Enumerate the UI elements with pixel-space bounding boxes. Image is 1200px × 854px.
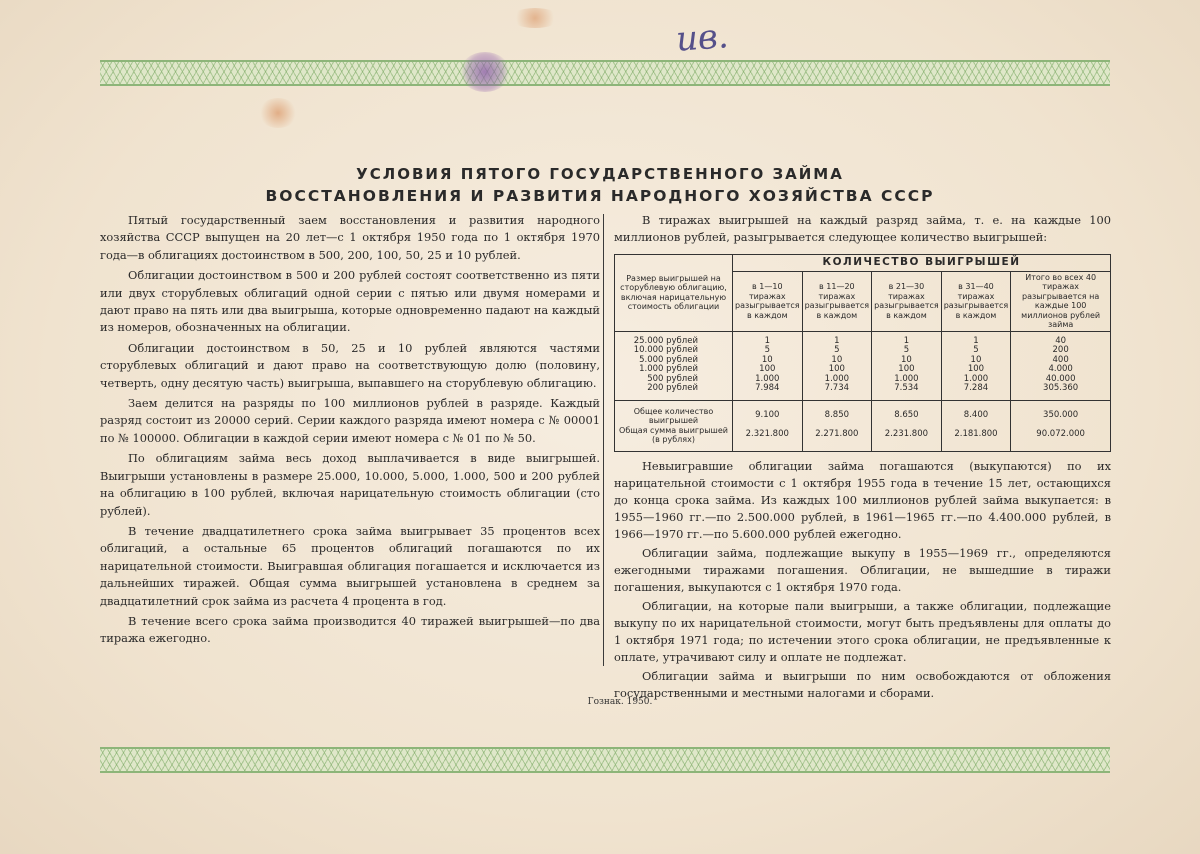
paragraph: В течение всего срока займа производится 40 тиражей выигрышей—по два тиража ежегодно. (100, 613, 600, 646)
table-cell: 200 рублей (615, 384, 733, 400)
table-cell: 7.284 (941, 384, 1011, 400)
paragraph: Облигации достоинством в 50, 25 и 10 рублей являются частями сторублевых облигаций и дают право на соответствующую долю (половину, четверть, одну десятую часть) выигрыша, выпавшего на сторублевую облигацию. (100, 340, 600, 390)
column-header: Итого во всех 40 тиражах разыгрывается на каждые 100 миллионов рублей займа (1011, 271, 1111, 331)
table-cell: 5 (872, 346, 942, 356)
table-cell: 400 (1011, 356, 1111, 366)
table-cell: 9.100 (733, 400, 803, 426)
table-cell: 100 (733, 365, 803, 375)
table-cell: 7.534 (872, 384, 942, 400)
table-cell: 10 (733, 356, 803, 366)
top-ornamental-border (100, 60, 1110, 86)
table-cell: 100 (872, 365, 942, 375)
total-sum-row (615, 426, 1111, 452)
ink-stain (460, 52, 510, 92)
column-divider (603, 214, 604, 666)
table-cell: 1.000 (802, 375, 872, 385)
table-cell: 5.000 рублей (615, 356, 733, 366)
table-cell: 500 рублей (615, 375, 733, 385)
table-cell: 5 (733, 346, 803, 356)
table-cell: 40 (1011, 331, 1111, 346)
table-cell: 10 (872, 356, 942, 366)
table-cell: 8.650 (872, 400, 942, 426)
column-header: в 31—40 тиражах разыгрывается в каждом (941, 271, 1011, 331)
table-cell: 10 (941, 356, 1011, 366)
table-cell: 100 (941, 365, 1011, 375)
bottom-ornamental-border (100, 747, 1110, 773)
prize-size-header: Размер выигрышей на сторублевую облигацию, включая нарицательную стоимость облигации (615, 255, 733, 332)
paragraph: По облигациям займа весь доход выплачивается в виде выигрышей. Выигрыши установлены в размере 25.000, 10.000, 5.000, 1.000, 500 и 200 рублей на облигацию в 100 рублей, включая нарицательную стоимость облигации (сто рублей). (100, 451, 600, 518)
quantity-group-header: КОЛИЧЕСТВО ВЫИГРЫШЕЙ (733, 255, 1111, 272)
table-cell: 1.000 рублей (615, 365, 733, 375)
printer-imprint: Гознак. 1950. (587, 697, 653, 707)
table-cell: 2.321.800 (733, 426, 803, 452)
paragraph: Облигации достоинством в 500 и 200 рублей состоят соответственно из пяти или двух сторублевых облигаций одной серии с пятью или двумя номерами и дают право на пять или два выигрыша, которые одновременно падают на каждый из номеров, обозначенных на облигации. (100, 268, 600, 335)
table-cell: 5 (941, 346, 1011, 356)
document-title-line-1: УСЛОВИЯ ПЯТОГО ГОСУДАРСТВЕННОГО ЗАЙМА (356, 165, 844, 183)
table-cell: 40.000 (1011, 375, 1111, 385)
column-header: в 1—10 тиражах разыгрывается в каждом (733, 271, 803, 331)
table-cell: 90.072.000 (1011, 426, 1111, 452)
table-cell: 7.734 (802, 384, 872, 400)
table-cell: 5 (802, 346, 872, 356)
table-cell: 25.000 рублей (615, 331, 733, 346)
table-cell: 100 (802, 365, 872, 375)
table-cell: 1 (872, 331, 942, 346)
table-cell: 1.000 (733, 375, 803, 385)
right-column (614, 212, 1111, 704)
table-cell: 1 (941, 331, 1011, 346)
table-cell: 2.231.800 (872, 426, 942, 452)
table-cell: 10 (802, 356, 872, 366)
table-row (615, 384, 1111, 400)
table-cell: 4.000 (1011, 365, 1111, 375)
table-intro: В тиражах выигрышей на каждый разряд займа, т. е. на каждые 100 миллионов рублей, разыгрывается следующее количество выигрышей: (614, 213, 1111, 244)
paragraph: Облигации займа, подлежащие выкупу в 1955—1969 гг., определяются ежегодными тиражами погашения. Облигации, не вышедшие в тиражи погашения, выкупаются с 1 октября 1970 года. (614, 545, 1111, 594)
prize-table (614, 254, 1111, 452)
table-cell: Общая сумма выигрышей (в рублях) (615, 426, 733, 452)
table-cell: 1.000 (872, 375, 942, 385)
paragraph: Облигации, на которые пали выигрыши, а также облигации, подлежащие выкупу по их нарицательной стоимости, могут быть предъявлены для оплаты до 1 октября 1971 года; по истечении этого срока облигации, не предъявленные к оплате, утрачивают силу и оплате не подлежат. (614, 598, 1111, 664)
table-row (615, 331, 1111, 346)
table-cell: 200 (1011, 346, 1111, 356)
paragraph: Невыигравшие облигации займа погашаются (выкупаются) по их нарицательной стоимости с 1 октября 1955 года в течение 15 лет, остающихся до конца срока займа. Из каждых 100 миллионов рублей займа выкупается: в 1955—1960 гг.—по 2.500.000 рублей, в 1961—1965 гг.—по 4.400.000 рублей, в 1966—1970 гг.—по 5.600.000 рублей ежегодно. (614, 458, 1111, 541)
table-cell: 1 (733, 331, 803, 346)
table-cell: 305.360 (1011, 384, 1111, 400)
table-cell: Общее количество выигрышей (615, 400, 733, 426)
table-cell: 2.271.800 (802, 426, 872, 452)
document-title-line-2: ВОССТАНОВЛЕНИЯ И РАЗВИТИЯ НАРОДНОГО ХОЗЯЙСТВА СССР (265, 187, 935, 205)
paragraph: Пятый государственный заем восстановления и развития народного хозяйства СССР выпущен на 20 лет—с 1 октября 1950 года по 1 октября 1970 года—в облигациях достоинством в 500, 200, 100, 50, 25 и 10 рублей. (100, 213, 600, 262)
table-cell: 1 (802, 331, 872, 346)
table-cell: 7.984 (733, 384, 803, 400)
left-column (100, 212, 600, 651)
rust-stain (510, 8, 560, 28)
table-cell: 2.181.800 (941, 426, 1011, 452)
table-cell: 8.400 (941, 400, 1011, 426)
table-cell: 10.000 рублей (615, 346, 733, 356)
table-cell: 8.850 (802, 400, 872, 426)
total-count-row (615, 400, 1111, 426)
table-cell: 350.000 (1011, 400, 1111, 426)
paragraph: В течение двадцатилетнего срока займа выигрывает 35 процентов всех облигаций, а остальные 65 процентов облигаций погашаются по их нарицательной стоимости. Выигравшая облигация погашается и исключается из дальнейших тиражей. Общая сумма выигрышей установлена в среднем за двадцатилетний срок займа из расчета 4 процента в год. (100, 523, 600, 608)
table-cell: 1.000 (941, 375, 1011, 385)
handwritten-mark: ив. (674, 16, 730, 60)
rust-stain (258, 98, 298, 128)
paragraph: Заем делится на разряды по 100 миллионов рублей в разряде. Каждый разряд состоит из 20000 серий. Серии каждого разряда имеют номера с № 00001 по № 100000. Облигации в каждой серии имеют номера с № 01 по № 50. (100, 396, 600, 445)
column-header: в 11—20 тиражах разыгрывается в каждом (802, 271, 872, 331)
column-header: в 21—30 тиражах разыгрывается в каждом (872, 271, 942, 331)
paragraph: Облигации займа и выигрыши по ним освобождаются от обложения государственными и местными налогами и сборами. (614, 668, 1111, 700)
